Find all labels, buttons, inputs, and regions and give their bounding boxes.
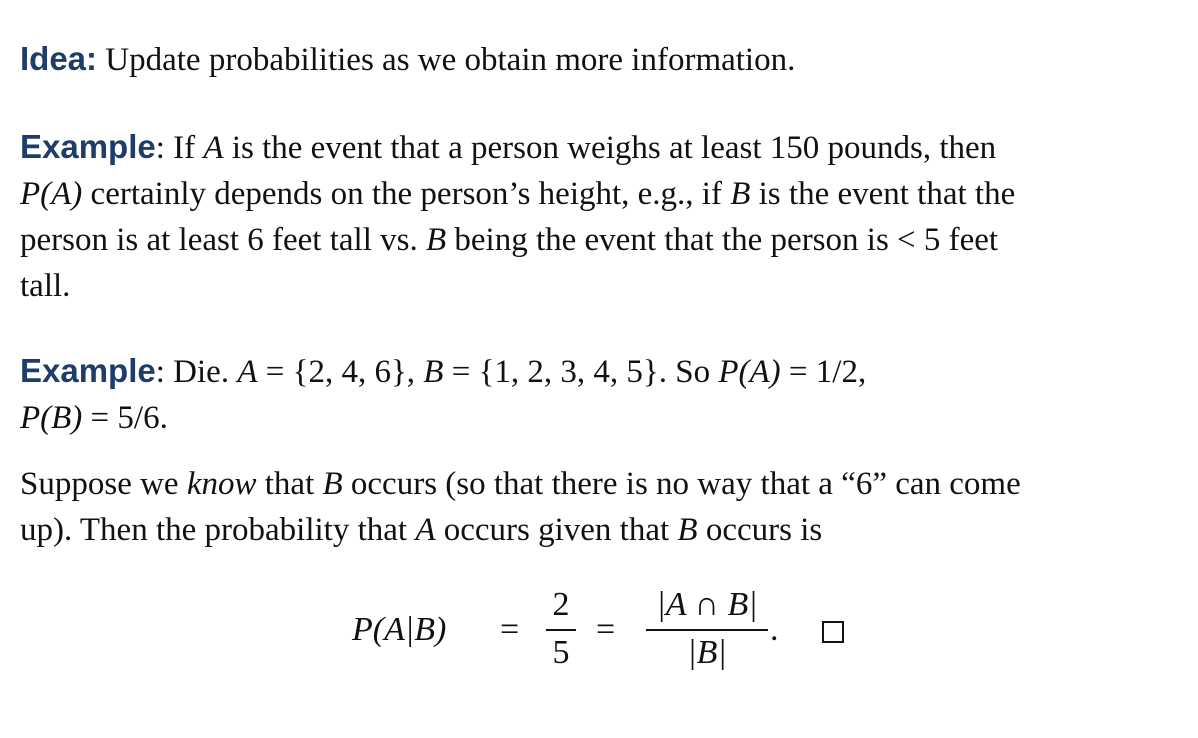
example1-line-2: [20, 171, 1180, 217]
equation-lhs: P(A|B): [352, 611, 447, 648]
example1-text: certainly depends on the person’s height, e.g., if: [82, 176, 731, 212]
math-var: B: [425, 222, 447, 258]
example1-line-1: [20, 124, 1180, 171]
suppose-text: Suppose we: [20, 466, 187, 502]
math-value: = 5/6.: [82, 400, 168, 436]
example2-paragraph: [20, 348, 1180, 441]
example1-line-4: tall.: [20, 268, 71, 304]
math-var: B: [730, 176, 751, 212]
math-expr: P(B): [20, 400, 83, 436]
suppose-text: occurs is: [697, 512, 823, 548]
idea-paragraph: [20, 36, 1180, 83]
math-set: = {2, 4, 6},: [257, 354, 424, 390]
fraction-cardinality: [646, 587, 768, 671]
math-var: A: [415, 512, 436, 548]
equation-period: .: [770, 611, 779, 648]
suppose-text: occurs given that: [435, 512, 678, 548]
example1-text: : If: [155, 130, 204, 166]
math-var: B: [677, 512, 698, 548]
suppose-paragraph: [20, 461, 1180, 553]
suppose-line-1: [20, 461, 1180, 507]
example2-line-2: [20, 395, 1180, 441]
suppose-text: that: [256, 466, 323, 502]
fraction-numerator: 2: [552, 586, 570, 623]
fraction-bar: [646, 629, 768, 631]
qed-square-icon: [822, 621, 844, 643]
idea-keyword: Idea:: [20, 40, 98, 77]
math-var: B: [322, 466, 343, 502]
math-var: B: [423, 354, 444, 390]
math-var: A: [203, 130, 224, 166]
suppose-line-2: [20, 507, 1180, 553]
example1-paragraph: [20, 124, 1180, 309]
example1-line-3: [20, 217, 1180, 263]
suppose-text: up). Then the probability that: [20, 512, 416, 548]
fraction-denominator: |B|: [687, 634, 727, 671]
emphasis-text: know: [186, 466, 257, 502]
example2-keyword: Example: [20, 352, 156, 389]
idea-text: Update probabilities as we obtain more information.: [97, 42, 796, 78]
fraction-two-fifths: [546, 587, 576, 671]
math-expr: P(A): [718, 354, 781, 390]
math-var: A: [237, 354, 258, 390]
math-set: = {1, 2, 3, 4, 5}. So: [443, 354, 719, 390]
equals-sign: =: [500, 611, 520, 648]
example2-line-1: [20, 348, 1180, 395]
example1-text: is the event that a person weighs at least 150 pounds, then: [223, 130, 997, 166]
example2-text: : Die.: [155, 354, 238, 390]
example1-text: is the event that the: [750, 176, 1016, 212]
conditional-probability-equation: [0, 583, 1198, 683]
math-expr: P(A): [20, 176, 83, 212]
fraction-denominator: 5: [552, 634, 570, 671]
math-value: = 1/2,: [780, 354, 867, 390]
equals-sign: =: [596, 611, 616, 648]
example1-text: person is at least 6 feet tall vs.: [20, 222, 426, 258]
example1-text: being the event that the person is < 5 feet: [446, 222, 999, 258]
fraction-bar: [546, 629, 576, 631]
suppose-text: occurs (so that there is no way that a “6” can come: [342, 466, 1021, 502]
fraction-numerator: |A ∩ B|: [656, 586, 758, 623]
example1-keyword: Example: [20, 128, 156, 165]
